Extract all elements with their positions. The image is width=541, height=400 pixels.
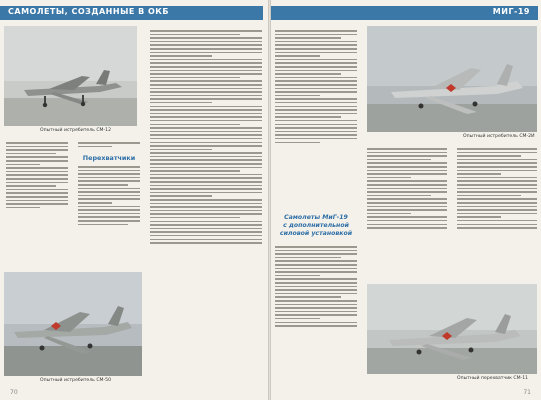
heading-mig19-extra-powerplant xyxy=(275,214,357,238)
heading-line-3: силовой установкой xyxy=(279,230,353,237)
right-text-column-a2 xyxy=(275,244,357,329)
photo-sm-50 xyxy=(4,272,142,376)
left-text-column-b xyxy=(78,140,140,149)
left-text-column-a xyxy=(6,140,68,210)
caption-sm-50: Опытный истребитель СМ-50 xyxy=(40,378,112,383)
left-text-column-b2 xyxy=(78,164,140,227)
left-header-bar xyxy=(0,6,263,20)
caption-sm-12: Опытный истребитель СМ-12 xyxy=(40,128,112,133)
left-text-column-c xyxy=(150,28,262,246)
left-page-number: 70 xyxy=(10,389,18,396)
photo-sm-12 xyxy=(4,26,137,126)
right-page xyxy=(271,0,541,400)
right-text-column-c xyxy=(457,146,537,231)
photo-sm-11 xyxy=(367,284,537,374)
right-header-title: МИГ-19 xyxy=(492,7,530,16)
caption-sm-2i: Опытный истребитель СМ-2И xyxy=(463,134,535,139)
left-header-title: САМОЛЕТЫ, СОЗДАННЫЕ В ОКБ xyxy=(8,7,169,16)
heading-line-2: с дополнительной xyxy=(283,222,349,229)
heading-line-1: Самолеты МиГ-19 xyxy=(284,214,348,221)
right-page-number: 71 xyxy=(523,389,531,396)
photo-sm-2i xyxy=(367,26,537,132)
caption-sm-11: Опытный перехватчик СМ-11 xyxy=(457,376,529,381)
right-text-column-b xyxy=(367,146,447,231)
left-page xyxy=(0,0,268,400)
right-header-bar xyxy=(271,6,538,20)
right-text-column-a xyxy=(275,28,357,145)
heading-interceptors: Перехватчики xyxy=(82,154,136,162)
